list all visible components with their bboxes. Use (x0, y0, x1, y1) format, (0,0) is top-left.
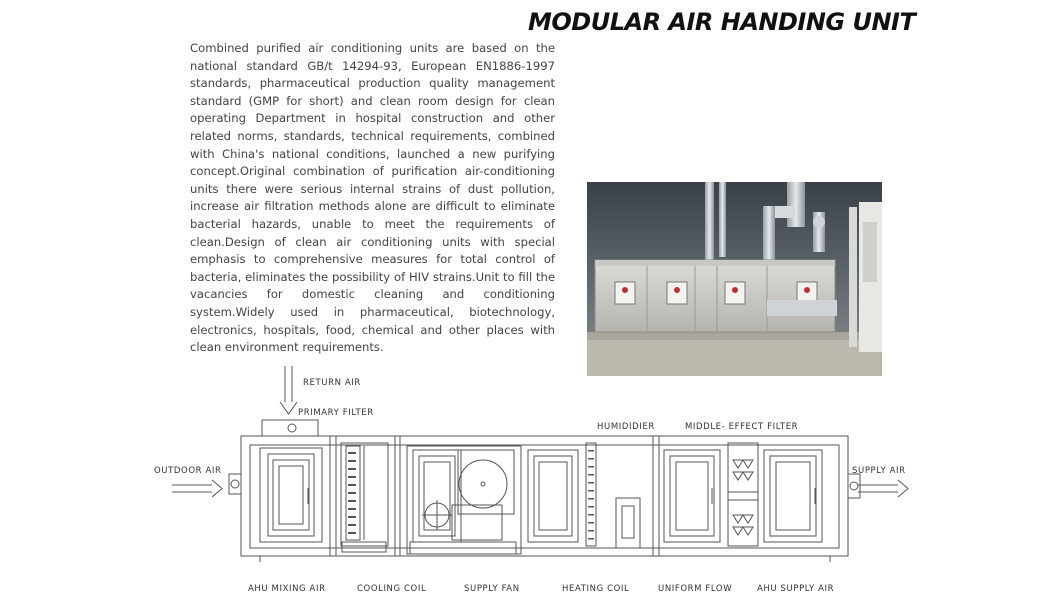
outdoor-air-label: OUTDOOR AIR (154, 466, 222, 476)
primary-filter-label: PRIMARY FILTER (298, 408, 374, 418)
section-label-ahu-supply: AHU SUPPLY AIR (757, 584, 835, 594)
humidifier-label: HUMIDIDIER (597, 422, 655, 432)
middle-effect-filter-label: MIDDLE- EFFECT FILTER (685, 422, 799, 432)
section-label-heating-coil: HEATING COIL (562, 584, 630, 594)
section-label-cooling-coil: COOLING COIL (357, 584, 427, 594)
outdoor-air-arrow (172, 480, 222, 497)
supply-air-label: SUPPLY AIR (852, 466, 906, 476)
section-label-supply-fan: SUPPLY FAN (464, 584, 520, 594)
page-title: MODULAR AIR HANDING UNIT (528, 8, 916, 36)
return-air-arrow (280, 366, 297, 414)
description-text: Combined purified air conditioning units are based on the national standard GB/t 14294-93, European EN1886-1997 standards, pharmaceutical production quality management standard (GMP for short) and clean room design for clean operating Department in hospital construction and other related norms, standards, technical requirements, combined with China's national conditions, launched a new purifying concept.Original combination of purification air-conditioning units there were serious internal strains of dust pollution, increase air filtration methods alone are difficult to eliminate bacterial hazards, unable to meet the requirements of clean.Design of clean air conditioning units with special emphasis to comprehensive measures for total control of bacteria, eliminates the possibility of HIV strains.Unit to fill the vacancies for domestic cleaning and conditioning system.Widely used in pharmaceutical, biotechnology, electronics, hospitals, food, chemical and other places with clean environment requirements. (190, 41, 555, 355)
ahu-casing (241, 436, 848, 556)
section-label-uniform-flow: UNIFORM FLOW (658, 584, 733, 594)
primary-filter-box (262, 420, 318, 436)
section-label-mixing: AHU MIXING AIR (248, 584, 326, 594)
return-air-label: RETURN AIR (303, 378, 361, 388)
supply-air-arrow (858, 480, 908, 497)
